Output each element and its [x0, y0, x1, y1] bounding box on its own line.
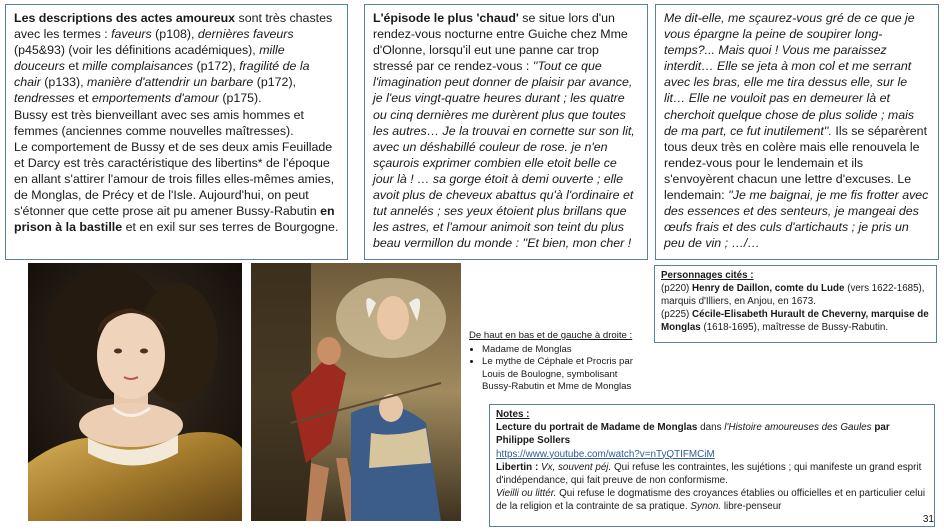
text-run: (vers 1622-1685), marquis d'Illiers, en Anjou, en 1673. — [661, 283, 925, 307]
usage-label: Vieilli ou littér. — [496, 488, 557, 500]
italic-term: manière d'attendrir un barbare — [87, 75, 254, 90]
quotation: Me dit-elle, me sçaurez-vous gré de ce que je vous épargne la peine de soupirer long-temps?... Mais quoi ! Vous me paraissez interdit… Elle se jeta à mon col et me serrant avec les bras, elle me tira dessus elle, sur le lit… Elle ne vouloit pas en demeurer là et cherchoit quelque chose de plus solide ; mais de ma part, ce fut inutilement''. — [664, 11, 915, 138]
quotation: ''Tout ce que l'imagination peut donner de plaisir par avance, je l'eus vingt-quatre heures durant ; les quatre ou cinq dernières me durèrent plus que toutes les autres… Je la trouvai en cornette sur son lit, avec un déshabillé couleur de rose. je n'en sçaurois exprimer combien elle etoit belle ce jour là ! … sa gorge étoit à demi ouverte ; elle avoit plus de cheveux abattus qu'à l'ordinaire et tut annelés ; ses yeux étoient plus brillans que les astres, et l'amour animoit son teint du plus beau vermillon du monde : ''Et bien, mon cher ! — [373, 59, 635, 251]
notes-title: Notes : — [496, 409, 530, 420]
text-run: libre-penseur — [721, 501, 782, 513]
italic-term: dernières faveurs — [197, 27, 294, 42]
text-run: se situe lors d'un rendez-vous nocturne entre Guiche chez Mme d'Olonne, lorsqu'il eut une panne car trop stressé par ce rendez-vous : — [373, 11, 628, 74]
descriptions-heading: Les descriptions des actes amoureux — [14, 11, 236, 25]
text-run: Lecture du portrait de Madame de Monglas — [496, 422, 698, 434]
text-run: Qui refuse le dogmatisme des croyances établies ou officielles et en particulier celui de la religion et la contrainte de sa pratique. — [496, 488, 926, 513]
text-run: Ils se séparèrent tous deux très en colère mais elle renouvela le rendez-vous pour le lendemain et ils s'envoyèrent chacun une lettre d'excuses. Le lendemain: — [664, 123, 928, 203]
page-ref: (p220) — [661, 283, 693, 294]
paragraph-libertins: Le comportement de Bussy et de ses deux amis Feuillade et Darcy est très caractéristique des libertins* de l'époque en allant s'attirer l'amour de trois filles elles-mêmes amies, de Monglas, de Précy et de l'Isle. Aujourd'hui, on peut s'étonner que cette prose ait pu amener Bussy-Rabutin — [14, 139, 335, 219]
text-run: et — [64, 59, 83, 74]
captions-list — [469, 344, 649, 394]
caption-item: • Madame de Monglas — [482, 344, 649, 357]
usage-label: Synon. — [690, 501, 722, 513]
text-run: dans — [697, 422, 725, 434]
personnage-entry — [661, 282, 930, 308]
text-run: sont très chastes avec les termes : — [14, 11, 333, 42]
text-run: et — [74, 91, 92, 106]
text-run: (p172), — [253, 75, 297, 90]
personnages-title: Personnages cités : — [661, 270, 754, 281]
italic-term: fragilité de la chair — [14, 59, 310, 90]
libertin-definition — [496, 461, 928, 487]
text-run: (1618-1695), maîtresse de Bussy-Rabutin. — [700, 322, 889, 333]
page-number: 31 — [922, 514, 934, 525]
book-title: l'Histoire amoureuses des Gaules — [724, 422, 872, 434]
text-run: (p108), — [151, 27, 198, 42]
italic-term: mille complaisances — [82, 59, 194, 74]
italic-term: faveurs — [111, 27, 152, 42]
caption-item: • Le mythe de Céphale et Procris par Louis de Boulogne, symbolisant Bussy-Rabutin et Mme de Monglas — [482, 356, 649, 394]
personnage-entry — [661, 308, 930, 334]
usage-label: Vx, souvent péj. — [540, 461, 612, 473]
episode-heading: L'épisode le plus 'chaud' — [373, 11, 519, 25]
quotation: ''Je me baignai, je me fis frotter avec des essences et des senteurs, je mangeai des œufs frais et des culs d'artichauts ; je pris un peu de vin ; …/… — [664, 188, 929, 251]
painting-cephale-et-procris — [251, 263, 461, 521]
captions-title: De haut en bas et de gauche à droite : — [469, 330, 633, 341]
text-run: et en exil sur ses terres de Bourgogne. — [122, 220, 339, 235]
notes-box — [489, 404, 935, 527]
text-run: (p175). — [218, 91, 262, 106]
portrait-madame-de-monglas — [28, 263, 242, 521]
text-box-continuation — [655, 4, 939, 260]
text-run: Qui refuse les contraintes, les sujétions ; qui manifeste un grand esprit d'indépendance, qui fait preuve de non conformisme. — [496, 461, 922, 487]
paragraph-bussy: Bussy est très bienveillant avec ses amis hommes et femmes (anciennes comme nouvelles maîtresses). — [14, 107, 304, 138]
page-ref: (p225) — [661, 309, 693, 320]
bastille-emphasis: en prison à la bastille — [14, 204, 335, 235]
lecture-line — [496, 421, 928, 447]
italic-term: mille douceurs — [14, 43, 285, 74]
youtube-link[interactable]: https://www.youtube.com/watch?v=nTyQTIFMCiM — [496, 448, 715, 460]
personnages-cites-box — [654, 265, 937, 343]
text-box-episode — [364, 4, 648, 260]
text-run: (p133), — [40, 75, 88, 90]
term: Libertin : — [496, 461, 541, 473]
image-captions — [469, 330, 649, 394]
person-name: Cécile-Elisabeth Hurault de Cheverny, marquise de Monglas — [661, 309, 929, 333]
italic-term: emportements d'amour — [91, 91, 219, 106]
text-box-descriptions — [5, 4, 348, 260]
vieilli-definition — [496, 487, 928, 513]
text-run: par Philippe Sollers — [496, 422, 890, 447]
italic-term: tendresses — [14, 91, 75, 106]
text-run: (p45&93) (voir les définitions académiques), — [14, 43, 260, 58]
person-name: Henry de Daillon, comte du Lude — [692, 283, 845, 294]
text-run: (p172), — [193, 59, 240, 74]
